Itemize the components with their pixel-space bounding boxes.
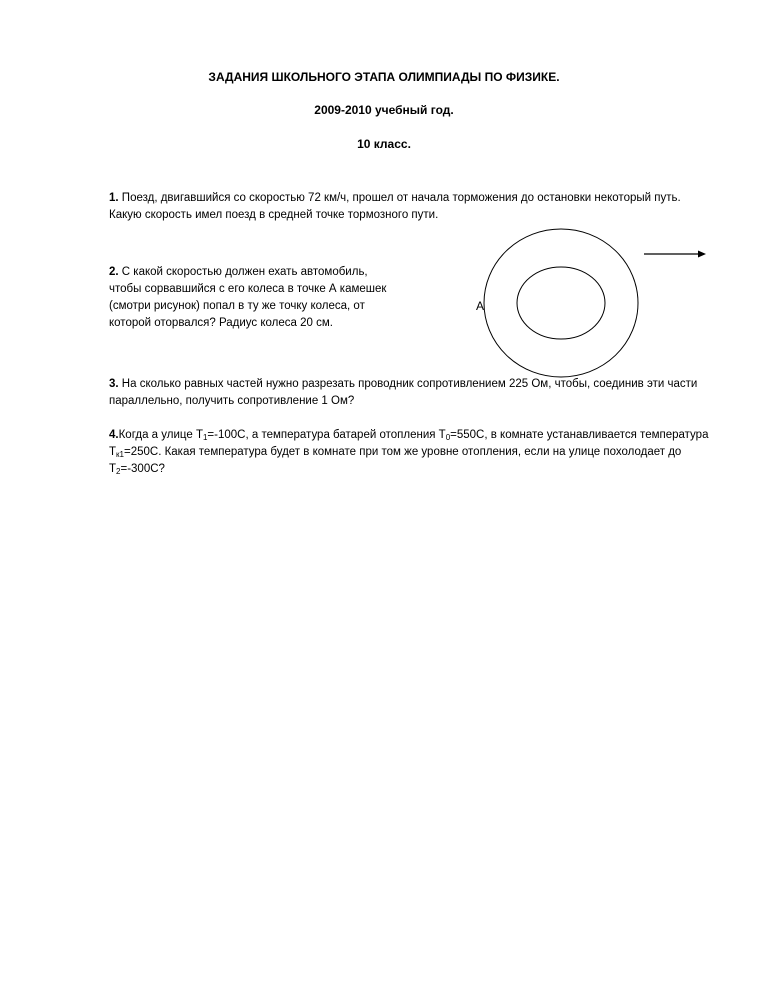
wheel-figure [470,228,730,378]
task-4 [109,427,719,478]
task-3-text: На сколько равных частей нужно разрезать проводник сопротивлением 225 Ом, чтобы, соединив эти части параллельно, получить сопротивление 1 Ом? [109,378,698,407]
task-2-line-2: чтобы сорвавшийся с его колеса в точке А камешек [109,283,387,295]
task-4-sub-1: 1 [202,433,208,442]
task-2-line-4: которой оторвался? Радиус колеса 20 см. [109,317,333,329]
wheel-inner-circle-icon [517,267,605,339]
direction-arrow-icon [644,251,706,258]
grade-label: 10 класс. [357,137,411,151]
task-1 [109,190,709,224]
task-3 [109,376,709,410]
task-2-line-3: (смотри рисунок) попал в ту же точку колеса, от [109,300,365,312]
school-year: 2009-2010 учебный год. [314,103,454,117]
task-4-sub-3: к1 [116,450,124,459]
task-4-text-2: =-100С, а температура батарей отопления Т [207,429,446,441]
document-title: ЗАДАНИЯ ШКОЛЬНОГО ЭТАПА ОЛИМПИАДЫ ПО ФИЗИКЕ. [208,70,560,84]
task-4-text-4: =250С. Какая температура будет в комнате при том же уровне отопления, если на улице похолодает до Т [109,446,682,475]
task-4-sub-2: 0 [445,433,451,442]
task-4-text-5: =-300С? [120,463,165,475]
task-1-text: Поезд, двигавшийся со скоростью 72 км/ч, прошел от начала торможения до остановки некоторый путь. Какую скорость имел поезд в средней точке тормозного пути. [109,192,681,221]
task-1-number: 1. [109,192,119,204]
task-2 [109,264,429,332]
task-3-number: 3. [109,378,119,390]
wheel-outer-circle-icon [484,229,638,377]
task-2-line-1: С какой скоростью должен ехать автомобиль, [121,266,368,278]
point-a-label: А [476,299,485,313]
task-4-number: 4. [109,429,119,441]
task-4-text-1: Когда а улице Т [118,429,203,441]
task-2-number: 2. [109,266,119,278]
task-4-sub-4: 2 [116,467,121,476]
task-4-text-3: =550С, в комнате устанавливается температура Т [109,429,709,458]
